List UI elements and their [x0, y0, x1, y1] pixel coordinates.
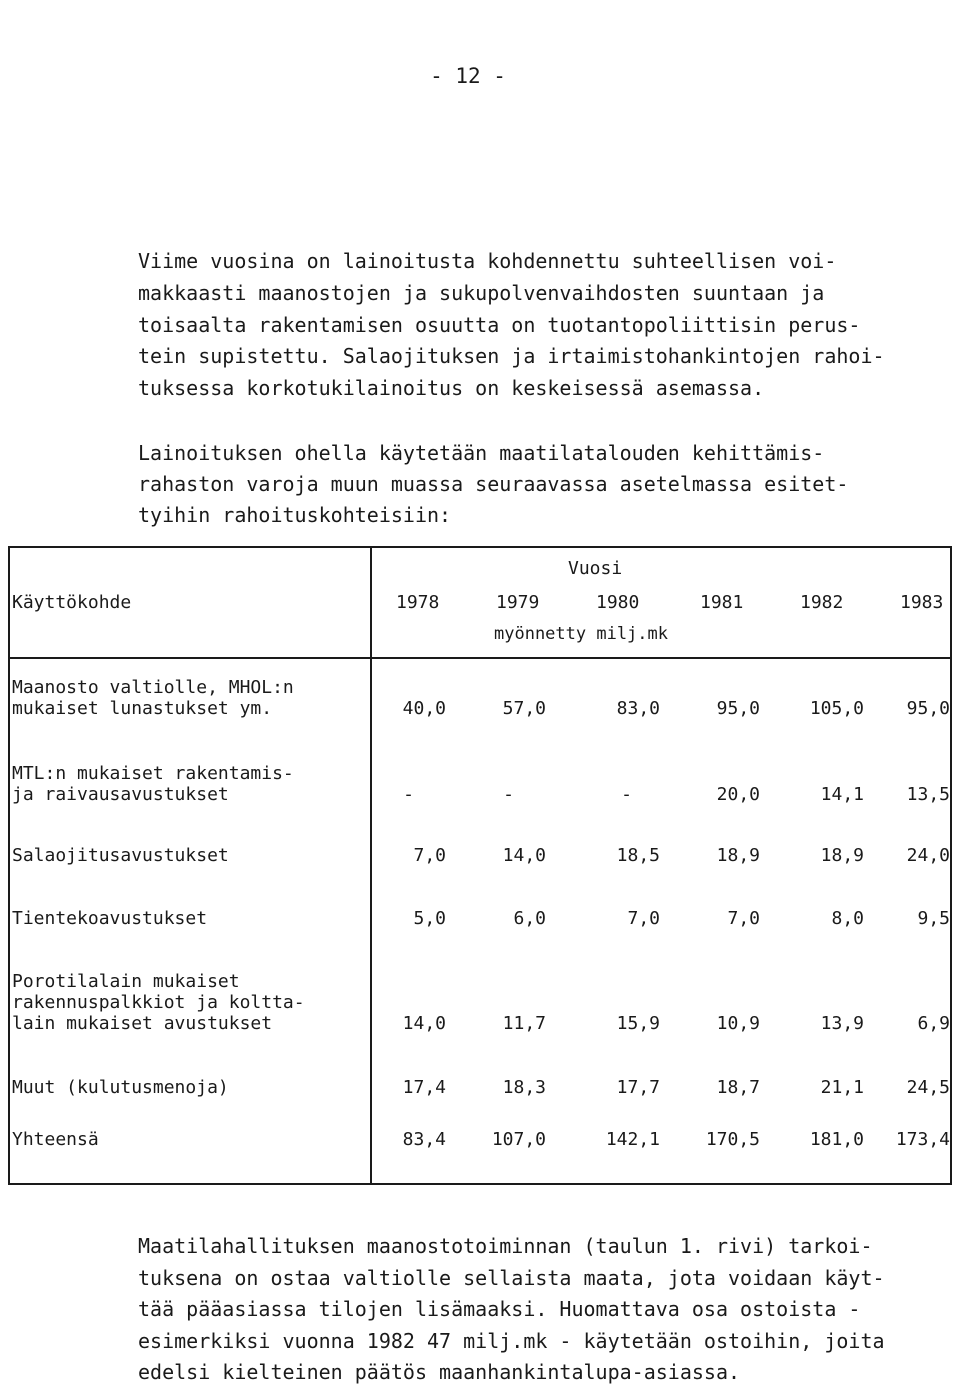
cell-1979: 18,3: [502, 1077, 546, 1098]
cell-1979: 57,0: [502, 698, 546, 719]
closing-paragraph: [138, 1231, 885, 1389]
cell-1982: 18,9: [820, 845, 864, 866]
cell-1983: 24,0: [906, 845, 950, 866]
cell-1980: 17,7: [616, 1077, 660, 1098]
year-group-header: Vuosi: [568, 558, 623, 579]
row-label: Yhteensä: [12, 1129, 99, 1150]
text-line: makkaasti maanostojen ja sukupolvenvaihdosten suuntaan ja: [138, 280, 825, 305]
cell-1981: 10,9: [716, 1013, 760, 1034]
year-header-1983: 1983: [900, 592, 944, 613]
cell-1980: 7,0: [627, 908, 660, 929]
text-line: esimerkiksi vuonna 1982 47 milj.mk - käytetään ostoihin, joita: [138, 1328, 885, 1353]
cell-1981: 20,0: [716, 784, 760, 805]
text-line: Lainoituksen ohella käytetään maatilatalouden kehittämis-: [138, 441, 825, 465]
year-header-1978: 1978: [396, 592, 440, 613]
text-line: tuksena on ostaa valtiolle sellaista maata, jota voidaan käyt-: [138, 1265, 885, 1290]
text-line: tyihin rahoituskohteisiin:: [138, 503, 452, 527]
cell-1981: 170,5: [705, 1129, 760, 1150]
cell-1978: 40,0: [402, 698, 446, 719]
text-line: tein supistettu. Salaojituksen ja irtaimistohankintojen rahoi-: [138, 344, 885, 369]
purpose-column-header: Käyttökohde: [12, 592, 132, 613]
table-right-border: [950, 546, 952, 1185]
row-label: Porotilalain mukaiset: [12, 971, 240, 992]
intro-paragraph: [138, 246, 885, 405]
lead-in-paragraph: [138, 438, 848, 531]
cell-1978: -: [403, 784, 414, 805]
cell-1983: 13,5: [906, 784, 950, 805]
year-header-1981: 1981: [700, 592, 744, 613]
text-line: toisaalta rakentamisen osuutta on tuotantopoliittisin perus-: [138, 312, 861, 337]
cell-1980: 18,5: [616, 845, 660, 866]
table-header-rule: [8, 657, 950, 659]
table-top-rule: [8, 546, 950, 548]
cell-1981: 95,0: [716, 698, 760, 719]
cell-1980: -: [621, 784, 632, 805]
text-line: edelsi kielteinen päätös maanhankintalupa-asiassa.: [138, 1360, 741, 1384]
row-label: lain mukaiset avustukset: [12, 1013, 273, 1034]
unit-label: myönnetty milj.mk: [494, 624, 668, 644]
text-line: Maatilahallituksen maanostotoiminnan (taulun 1. rivi) tarkoi-: [138, 1234, 873, 1258]
page-number: - 12 -: [430, 64, 506, 88]
cell-1981: 7,0: [727, 908, 760, 929]
row-label: Muut (kulutusmenoja): [12, 1077, 229, 1098]
text-line: tää pääasiassa tilojen lisämaaksi. Huomattava osa ostoista -: [138, 1297, 861, 1321]
cell-1978: 14,0: [402, 1013, 446, 1034]
row-label: MTL:n mukaiset rakentamis-: [12, 763, 294, 784]
cell-1982: 21,1: [820, 1077, 864, 1098]
row-label: Tientekoavustukset: [12, 908, 208, 929]
cell-1981: 18,7: [716, 1077, 760, 1098]
cell-1980: 83,0: [616, 698, 660, 719]
cell-1982: 105,0: [809, 698, 864, 719]
cell-1983: 24,5: [906, 1077, 950, 1098]
table-bottom-rule: [8, 1183, 950, 1185]
cell-1983: 95,0: [906, 698, 950, 719]
table-left-border: [8, 546, 10, 1185]
year-header-1979: 1979: [496, 592, 540, 613]
cell-1979: 11,7: [502, 1013, 546, 1034]
row-label: ja raivausavustukset: [12, 784, 229, 805]
row-label: Salaojitusavustukset: [12, 845, 229, 866]
year-header-1982: 1982: [800, 592, 844, 613]
cell-1982: 8,0: [831, 908, 864, 929]
text-line: tuksessa korkotukilainoitus on keskeisessä asemassa.: [138, 376, 765, 401]
cell-1982: 14,1: [820, 784, 864, 805]
row-label: Maanosto valtiolle, MHOL:n: [12, 677, 294, 698]
cell-1979: 6,0: [513, 908, 546, 929]
cell-1979: 107,0: [491, 1129, 546, 1150]
cell-1979: -: [503, 784, 514, 805]
cell-1980: 142,1: [605, 1129, 660, 1150]
cell-1983: 173,4: [895, 1129, 950, 1150]
text-line: rahaston varoja muun muassa seuraavassa asetelmassa esitet-: [138, 472, 849, 496]
year-header-1980: 1980: [596, 592, 640, 613]
cell-1983: 6,9: [917, 1013, 950, 1034]
row-label: rakennuspalkkiot ja koltta-: [12, 992, 305, 1013]
cell-1982: 13,9: [820, 1013, 864, 1034]
cell-1982: 181,0: [809, 1129, 864, 1150]
row-label: mukaiset lunastukset ym.: [12, 698, 273, 719]
cell-1979: 14,0: [502, 845, 546, 866]
cell-1981: 18,9: [716, 845, 760, 866]
cell-1978: 17,4: [402, 1077, 446, 1098]
cell-1978: 83,4: [402, 1129, 446, 1150]
text-line: Viime vuosina on lainoitusta kohdennettu suhteellisen voi-: [138, 249, 837, 273]
cell-1980: 15,9: [616, 1013, 660, 1034]
cell-1983: 9,5: [917, 908, 950, 929]
cell-1978: 5,0: [413, 908, 446, 929]
cell-1978: 7,0: [413, 845, 446, 866]
